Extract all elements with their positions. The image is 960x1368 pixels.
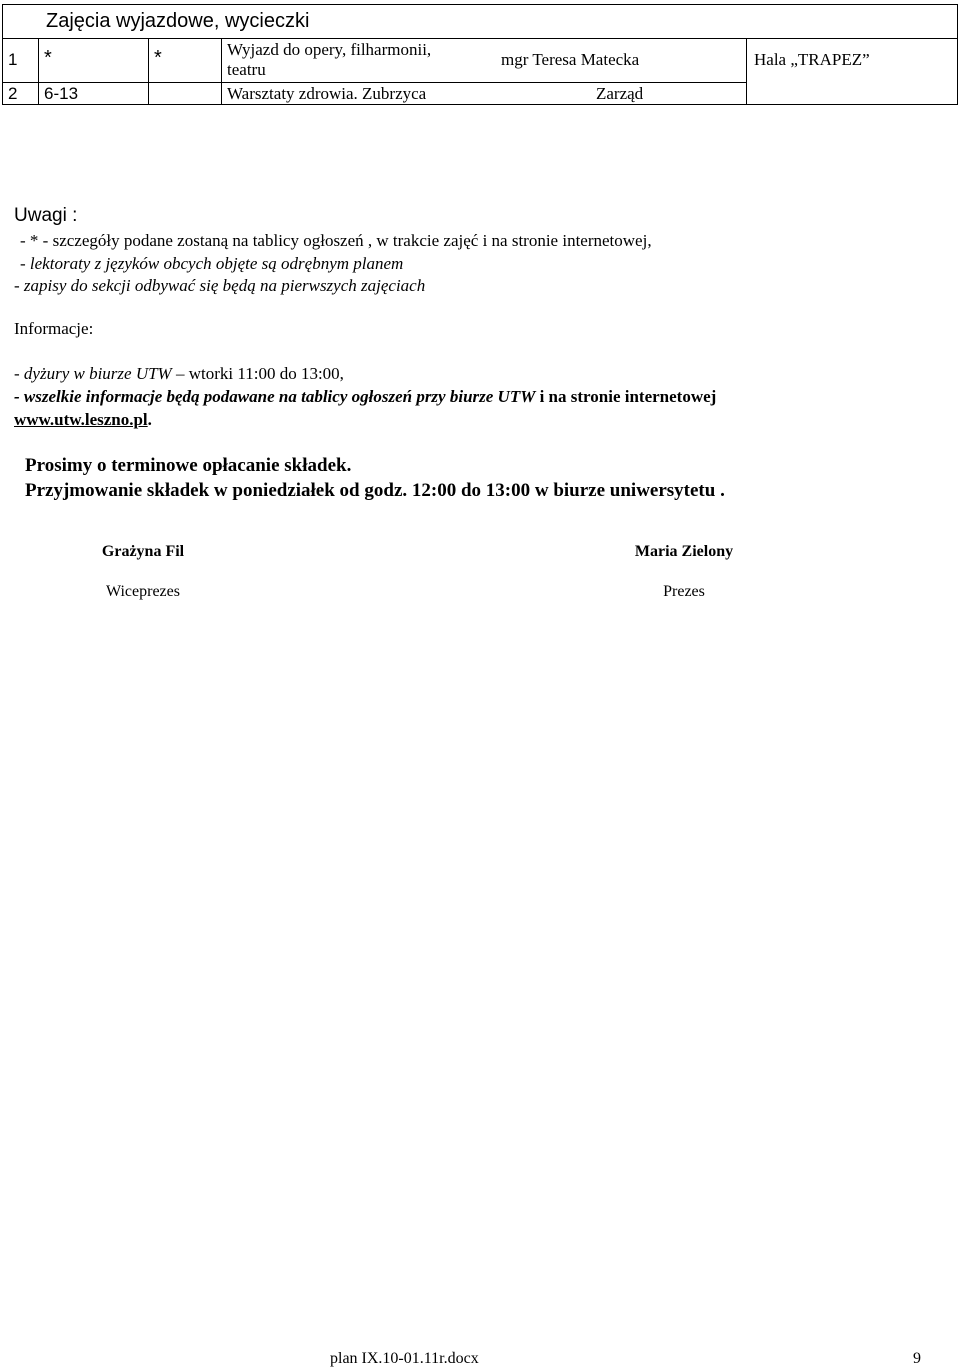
row2-leader: Zarząd bbox=[596, 84, 644, 103]
website-link[interactable]: www.utw.leszno.pl bbox=[14, 410, 148, 429]
info-line-2 bbox=[14, 387, 716, 407]
table-rule-row1 bbox=[2, 82, 746, 83]
row1-place: Hala „TRAPEZ” bbox=[754, 50, 870, 69]
row2-date-col: 6-13 bbox=[44, 84, 79, 103]
notes-heading: Uwagi : bbox=[14, 205, 78, 226]
info-line-1-hours: – wtorki 11:00 do 13:00, bbox=[175, 364, 344, 383]
signature-role-vice-president: Wiceprezes bbox=[106, 583, 180, 600]
row1-number: 1 bbox=[8, 50, 18, 69]
table-rule-col1 bbox=[38, 38, 39, 105]
signature-role-president: Prezes bbox=[663, 583, 705, 600]
signature-name-president: Maria Zielony bbox=[634, 543, 734, 560]
row1-leader: mgr Teresa Matecka bbox=[501, 50, 640, 69]
table-rule-col2 bbox=[148, 38, 149, 105]
dues-hours: Przyjmowanie składek w poniedziałek od godz. 12:00 do 13:00 w biurze uniwersytetu . bbox=[25, 480, 725, 501]
row1-date-col: * bbox=[44, 47, 52, 69]
footer-page-number: 9 bbox=[913, 1350, 921, 1367]
notes-line-1: - * - szczegóły podane zostaną na tablicy ogłoszeń , w trakcie zajęć i na stronie internetowej, bbox=[20, 231, 652, 250]
row1-activity-line1: Wyjazd do opery, filharmonii, bbox=[227, 40, 432, 59]
footer-filename: plan IX.10-01.11r.docx bbox=[330, 1350, 479, 1367]
notes-line-2: - lektoraty z języków obcych objęte są odrębnym planem bbox=[20, 254, 404, 273]
table-rule-col3 bbox=[221, 38, 222, 105]
dues-request: Prosimy o terminowe opłacanie składek. bbox=[25, 455, 352, 476]
info-url-line bbox=[14, 410, 152, 430]
schedule-table bbox=[2, 4, 958, 104]
website-link-end: . bbox=[147, 410, 152, 429]
table-rule-bottom bbox=[2, 104, 958, 105]
table-rule-right bbox=[957, 4, 958, 105]
row1-time-col: * bbox=[154, 47, 162, 69]
info-line-1 bbox=[14, 364, 344, 384]
info-line-2-web: i na stronie internetowej bbox=[535, 387, 717, 406]
info-line-2-notice: - wszelkie informacje będą podawane na tablicy ogłoszeń przy biurze UTW bbox=[14, 387, 536, 406]
row2-number: 2 bbox=[8, 84, 18, 103]
table-rule-top bbox=[2, 4, 958, 5]
row2-activity: Warsztaty zdrowia. Zubrzyca bbox=[227, 84, 427, 103]
row1-activity-line2: teatru bbox=[227, 60, 266, 79]
info-heading: Informacje: bbox=[14, 319, 94, 338]
table-rule-header bbox=[2, 38, 958, 39]
table-rule-left bbox=[2, 4, 3, 105]
table-rule-col4 bbox=[746, 38, 747, 105]
section-title: Zajęcia wyjazdowe, wycieczki bbox=[46, 10, 310, 32]
info-line-1-duty: - dyżury w biurze UTW bbox=[14, 364, 172, 383]
signature-name-vice-president: Grażyna Fil bbox=[101, 543, 185, 560]
notes-line-3: - zapisy do sekcji odbywać się będą na pierwszych zajęciach bbox=[14, 276, 426, 295]
